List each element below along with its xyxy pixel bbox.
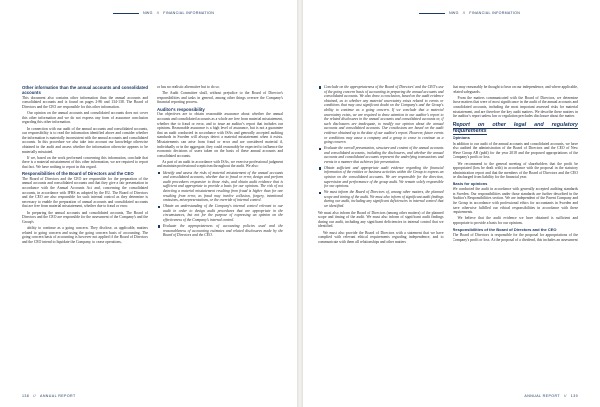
square-bullet-icon xyxy=(158,206,160,208)
paragraph: In addition to our audit of the annual accounts and consolidated accounts, we have also audited the administration of the Board of Directors and the CEO of New Wave Group AB (publ) for the year 2018 and the proposed appropriations of the Company's profit or loss. xyxy=(452,141,578,160)
paragraph: ability to continue as a going concern. They disclose, as applicable, matters related to going concern and using the going concern basis of accounting. The going concern basis of accounting is however not applied if the Board of Directors and the CEO intend to liquidate the Company, to cease operations, xyxy=(22,226,148,244)
footer-separator: // xyxy=(33,394,37,398)
paragraph: We recommend to the general meeting of shareholders that the profit be appropriated (loss be dealt with) in accordance with the proposal in the statutory administration report and that the members of the Board of Directors and the CEO be discharged from liability for the financial year. xyxy=(452,161,578,180)
bullet-item xyxy=(157,224,283,238)
header-separator: // xyxy=(156,11,160,15)
paragraph: In preparing the annual accounts and consolidated accounts, The Board of Directors and the CEO are responsible for the assessment of the Company's and the Group's xyxy=(22,210,148,224)
heading-opinions: Opinions xyxy=(452,135,470,141)
heading-legal-text: Report on other legal and regulatory requirements xyxy=(452,121,578,134)
brand-name: NWG xyxy=(449,11,459,15)
paragraph: From the matters communicated with the Board of Directors, we determine those matters that were of most significance in the audit of the annual accounts and consolidated accounts, including the most important assessed risks for material misstatement, and are therefore the key audit matters. We describe these matters in the auditor's report unless law or regulation precludes disclosure about the matter. xyxy=(452,95,578,119)
square-bullet-icon xyxy=(319,148,321,150)
bullet-text: Evaluate the appropriateness of accounting policies used and the reasonableness of accounting estimates and related disclosures made by the Board of Directors and the CEO. xyxy=(163,223,283,238)
heading-auditors-responsibility: Auditor's responsibility xyxy=(157,106,205,112)
page-footer xyxy=(22,394,76,398)
right-columns xyxy=(318,85,578,383)
left-column-1 xyxy=(22,85,148,383)
heading-basis-for-opinions: Basis for opinions xyxy=(452,180,488,186)
header-separator: // xyxy=(462,11,466,15)
page-number: 139 xyxy=(570,394,578,398)
page-footer xyxy=(524,394,578,398)
heading-legal-requirements xyxy=(453,122,579,134)
paragraph: that may reasonably be thought to bear on our independence, and where applicable, related safeguards. xyxy=(452,85,578,94)
bullet-list xyxy=(318,85,444,209)
section-name: FINANCIAL INFORMATION xyxy=(469,11,521,15)
bullet-item xyxy=(318,146,444,164)
paragraph: Our objectives are to obtain reasonable assurance about whether the annual accounts and consolidated accounts as a whole are free from material misstatement, whether due to fraud or error, and to issue an auditor's report that includes our opinions. Reasonable assurance is a high level of assurance, but is not a guarantee that an audit conducted in accordance with ISAs and generally accepted auditing standards in Sweden will always detect a material misstatement when it exists. Misstatements can arise from fraud or error and are considered material if, individually or in the aggregate, they could reasonably be expected to influence the economic decisions of users taken on the basis of these annual accounts and consolidated accounts. xyxy=(157,112,283,158)
paragraph: As part of an audit in accordance with ISAs, we exercise professional judgment and maintain professional scepticism throughout the audit. We also: xyxy=(157,159,283,169)
bullet-item xyxy=(157,171,283,203)
paragraph: If we, based on the work performed concerning this information, conclude that there is a material misstatement of this other information, we are required to report that fact. We have nothing to report in this regard. xyxy=(22,155,148,169)
left-columns xyxy=(22,85,283,383)
square-bullet-icon xyxy=(319,86,321,88)
brand-name: NWG xyxy=(143,11,153,15)
bullet-item xyxy=(157,204,283,222)
bullet-text: Conclude on the appropriateness of the Board of Directors' and the CEO's use of the going concern basis of accounting in preparing the annual accounts and consolidated accounts. We also draw a conclusion, based on the audit evidence obtained, as to whether any material uncertainty exists related to events or conditions that may cast significant doubt on the Company's and the Group's ability to continue as a going concern. If we conclude that a material uncertainty exists, we are required to draw attention in our auditor's report to the related disclosures in the annual accounts and consolidated accounts or, if such disclosures are inadequate, to modify our opinion about the annual accounts and consolidated accounts. Our conclusions are based on the audit evidence obtained up to the date of our auditor's report. However, future events or conditions may cause a company and a group to cease to continue as a going concern. xyxy=(324,85,444,145)
bullet-item xyxy=(318,85,444,145)
running-head xyxy=(419,9,520,17)
page-number: 138 xyxy=(22,394,30,398)
square-bullet-icon xyxy=(158,172,160,174)
right-column-1 xyxy=(318,85,444,383)
square-bullet-icon xyxy=(158,225,160,227)
heading-responsibilities: Responsibilities of the Board of Directors and the CEO xyxy=(22,171,134,177)
paragraph: Our opinion on the annual accounts and consolidated accounts does not cover this other information and we do not express any form of assurance conclusion regarding this other information. xyxy=(22,111,148,125)
bullet-text: Obtain sufficient and appropriate audit evidence regarding the financial information of the entities or business activities within the Group to express an opinion on the consolidated accounts. We are responsible for the direction, supervision and performance of the group audit. We remain solely responsible for our opinions. xyxy=(324,165,444,189)
paragraph: We conducted the audit in accordance with generally accepted auditing standards in Sweden. Our responsibilities under those standards are further described in the Auditor's Responsibilities section. We are independent of the Parent Company and the Group in accordance with professional ethics for accountants in Sweden and have otherwise fulfilled our ethical responsibilities in accordance with these requirements. xyxy=(452,187,578,215)
paragraph: This document also contains other information than the annual accounts and consolidated accounts and is found on pages 2-86 and 134-138. The Board of Directors and the CEO are responsible for this other information. xyxy=(22,95,148,109)
paragraph: We believe that the audit evidence we have obtained is sufficient and appropriate to provide a basis for our opinions. xyxy=(452,216,578,226)
square-bullet-icon xyxy=(319,167,321,169)
bullet-item xyxy=(318,190,444,208)
heading-responsibilities: Responsibilities of the Board of Directors and the CEO xyxy=(452,226,557,232)
square-bullet-icon xyxy=(319,192,321,194)
paragraph: We must also provide the Board of Directors with a statement that we have complied with relevant ethical requirements regarding independence, and to communicate with them all relationships and other matters xyxy=(318,230,444,244)
paragraph: The Audit Committee shall, without prejudice to the Board of Director's responsibilities and tasks in general, among other things oversee the Company's financial reporting process. xyxy=(157,91,283,105)
bullet-text: We must inform the Board of Directors of, among other matters, the planned scope and timing of the audit. We must also inform of significant audit findings during our audit, including any significant deficiencies in internal control that we identified. xyxy=(324,190,444,209)
paragraph: We must also inform the Board of Directors (among other matters) of the planned scope and timing of the audit. We must also inform of significant audit findings during our audit, including any significant deficiencies in internal control that we identified. xyxy=(318,210,444,229)
header-rule xyxy=(113,13,139,14)
header-rule xyxy=(419,13,445,14)
left-column-2 xyxy=(157,85,283,383)
paragraph: or has no realistic alternative but to do so. xyxy=(157,85,220,89)
paragraph: In connection with our audit of the annual accounts and consolidated accounts, our responsibility is to read the information identified above and consider whether the information is materially inconsistent with the annual accounts and consolidated accounts. In this procedure we also take into account our knowledge otherwise obtained in the audit and assess whether the information otherwise appears to be materially misstated. xyxy=(22,126,148,154)
right-column-2 xyxy=(453,85,579,383)
right-page xyxy=(303,0,600,407)
bullet-list xyxy=(157,171,283,238)
bullet-item xyxy=(318,166,444,189)
heading-other-information: Other information than the annual accounts and consolidated accounts xyxy=(22,85,148,95)
paragraph: The Board of Directors and the CEO are responsible for the preparation of the annual accounts and consolidated accounts and that they give a fair presentation in accordance with the Annual Accounts Act and, concerning the consolidated accounts, in accordance with IFRS as adopted by the EU. The Board of Directors and the CEO are also responsible for such internal control as they determine is necessary to enable the preparation of annual accounts and consolidated accounts that are free from material misstatement, whether due to fraud or error. xyxy=(22,176,148,209)
footer-label: ANNUAL REPORT xyxy=(40,394,76,398)
section-name: FINANCIAL INFORMATION xyxy=(163,11,215,15)
bullet-text: Identify and assess the risks of material misstatement of the annual accounts and consolidated accounts, whether due to fraud or error, design and perform audit procedures responsive to those risks, and obtain audit evidence that is sufficient and appropriate to provide a basis for our opinions. The risk of not detecting a material misstatement resulting from fraud is higher than for one resulting from error, as fraud may involve collusion, forgery, intentional omissions, misrepresentations, or the override of internal control. xyxy=(163,170,283,203)
bullet-text: Obtain an understanding of the Company's internal control relevant to our audit in order to design audit procedures that are appropriate in the circumstances, but not for the purpose of expressing an opinion on the effectiveness of the Company's internal control. xyxy=(163,204,283,222)
bullet-text: Evaluate the overall presentation, structure and content of the annual accounts and consolidated accounts, including the disclosures, and whether the annual accounts and consolidated accounts represent the underlying transactions and events in a manner that achieves fair presentation. xyxy=(324,146,444,164)
running-head xyxy=(113,9,214,17)
footer-separator: // xyxy=(563,394,567,398)
footer-label: ANNUAL REPORT xyxy=(524,394,560,398)
left-page xyxy=(0,0,297,407)
paragraph: The Board of Directors is responsible for the proposal for appropriations of the Company's profit or loss. At the proposal of a dividend, this includes an assessment xyxy=(452,233,578,242)
